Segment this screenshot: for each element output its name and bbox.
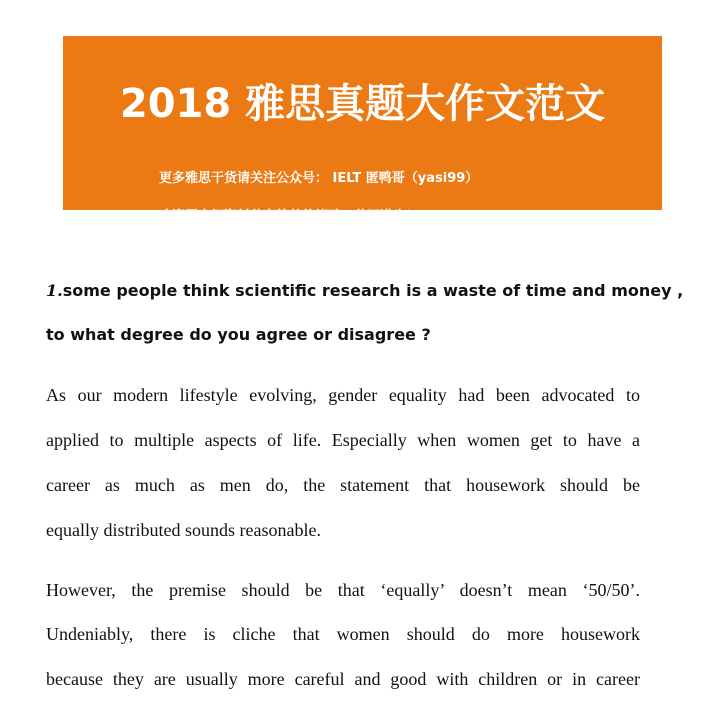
paragraph-2-line-1: However, the premise should be that ‘equally’ doesn’t mean ‘50/50’. <box>46 580 640 600</box>
question-line-2: to what degree do you agree or disagree ? <box>46 325 431 344</box>
paragraph-1-line-3: career as much as men do, the statement that housework should be <box>46 475 640 495</box>
banner-share-line: 欢迎用户把资料共享给其他烤鸭，共同进步！ <box>159 209 420 224</box>
paragraph-1-line-2: applied to multiple aspects of life. Especially when women get to have a <box>46 430 640 450</box>
paragraph-1-line-4: equally distributed sounds reasonable. <box>46 520 321 540</box>
banner-title: 2018 雅思真题大作文范文 <box>119 81 606 127</box>
question-number: 1. <box>46 281 63 300</box>
header-banner <box>63 36 662 224</box>
question-text-1: some people think scientific research is a waste of time and money , <box>62 281 684 300</box>
paragraph-2-line-3: because they are usually more careful and good with children or in career <box>46 669 640 689</box>
question-line-1 <box>46 279 684 303</box>
paragraph-2-line-2: Undeniably, there is cliche that women should do more housework <box>46 624 640 644</box>
paragraph-1-line-1: As our modern lifestyle evolving, gender equality had been advocated to <box>46 385 640 405</box>
banner-follow-line: 更多雅思干货请关注公众号： IELT 匿鸭哥（yasi99） <box>159 171 479 186</box>
